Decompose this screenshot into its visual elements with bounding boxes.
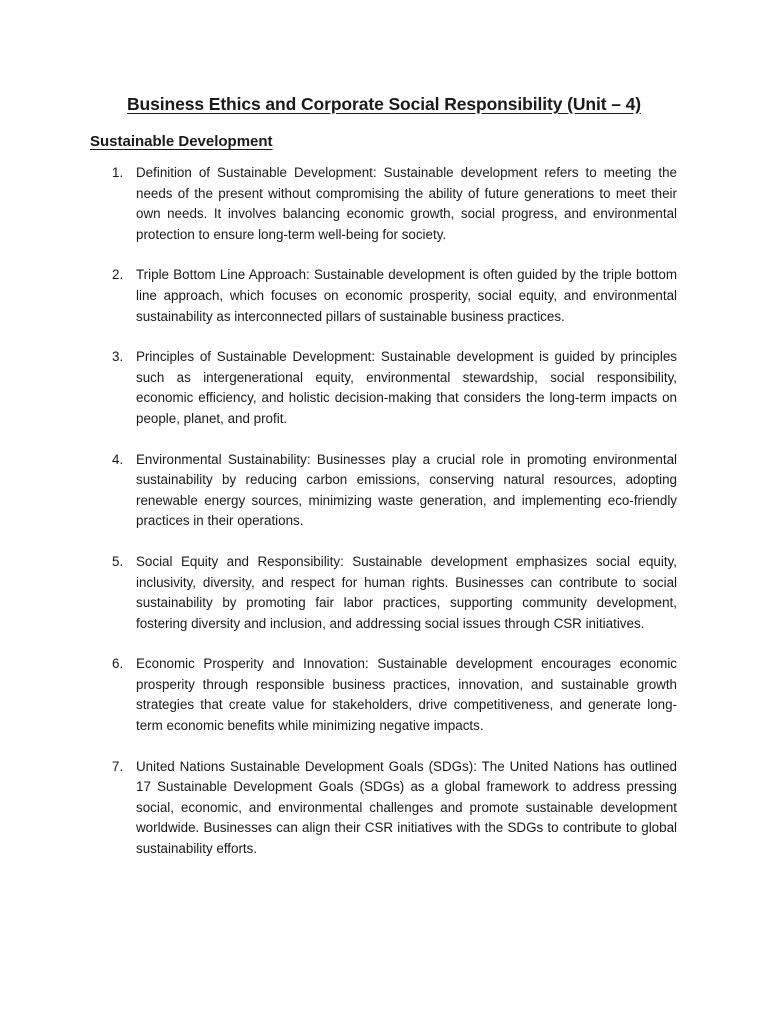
list-item-number: 3. (112, 349, 124, 365)
document-title: Business Ethics and Corporate Social Responsibility (Unit – 4) (126, 94, 642, 114)
list-item-number: 7. (112, 758, 124, 774)
list-item-text: Social Equity and Responsibility: Sustainable development emphasizes social equity, inclusivity, diversity, and respect for human rights. Businesses can contribute to social sustainability by promoting fair labor practices, supporting community development, fostering diversity and inclusion, and addressing social issues through CSR initiatives. (136, 553, 677, 631)
list-item-text: Environmental Sustainability: Businesses play a crucial role in promoting environmental sustainability by reducing carbon emissions, conserving natural resources, adopting renewable energy sources, minimizing waste generation, and implementing eco-friendly practices in their operations. (136, 451, 677, 529)
list-item-text: United Nations Sustainable Development Goals (SDGs): The United Nations has outlined 17 Sustainable Development Goals (SDGs) as a global framework to address pressing social, economic, and environmental challenges and promote sustainable development worldwide. Businesses can align their CSR initiatives with the SDGs to contribute to global sustainability efforts. (136, 758, 677, 857)
section-heading: Sustainable Development (90, 133, 273, 150)
list-item-number: 1. (112, 165, 124, 180)
list-item (112, 265, 677, 327)
list-item (112, 552, 677, 634)
list-item-text: Triple Bottom Line Approach: Sustainable development is often guided by the triple bottom line approach, which focuses on economic prosperity, social equity, and environmental sustainability as interconnected pillars of sustainable business practices. (136, 267, 677, 324)
list-item-text: Principles of Sustainable Development: Sustainable development is guided by principles such as intergenerational equity, environmental stewardship, social responsibility, economic efficiency, and holistic decision-making that considers the long-term impacts on people, planet, and profit. (136, 349, 677, 426)
list-item-number: 4. (112, 451, 124, 467)
list-item-text: Economic Prosperity and Innovation: Sustainable development encourages economic prosperity through responsible business practices, innovation, and sustainable growth strategies that create value for stakeholders, drive competitiveness, and generate long-term economic benefits while minimizing negative impacts. (136, 656, 677, 734)
list-item-number: 6. (112, 656, 124, 672)
list-item (112, 347, 677, 429)
numbered-list (112, 163, 677, 880)
list-item-number: 5. (112, 553, 124, 569)
list-item (112, 163, 677, 245)
list-item (112, 654, 677, 736)
list-item (112, 757, 677, 860)
list-item-number: 2. (112, 267, 124, 283)
list-item-text: Definition of Sustainable Development: Sustainable development refers to meeting the needs of the present without compromising the ability of future generations to meet their own needs. It involves balancing economic growth, social progress, and environmental protection to ensure long-term well-being for society. (136, 165, 677, 242)
list-item (112, 450, 677, 532)
